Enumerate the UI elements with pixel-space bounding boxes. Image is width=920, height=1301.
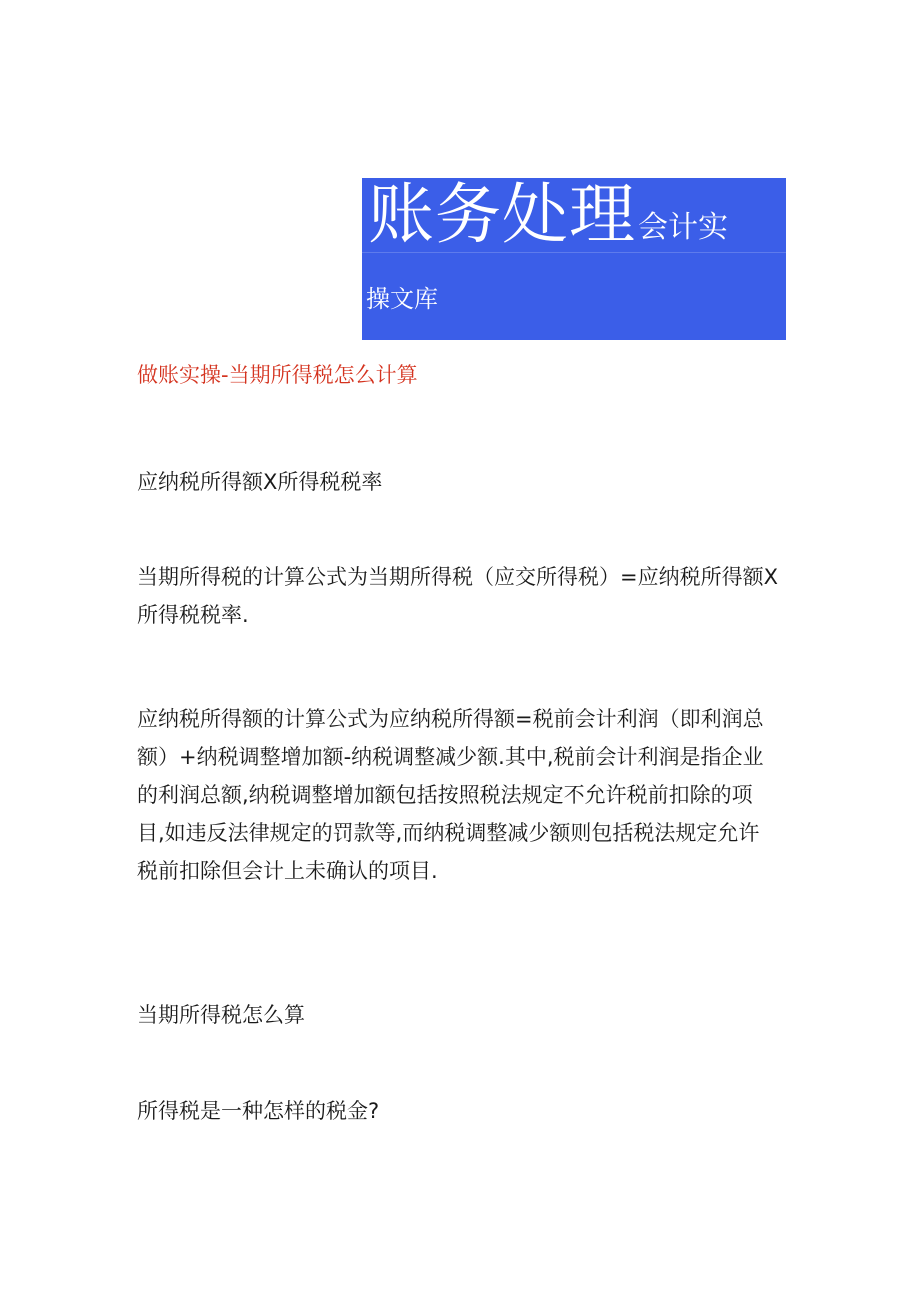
- paragraph-formula: [137, 463, 787, 501]
- banner-small-text: 会计实: [638, 210, 728, 245]
- section-heading-what-is-income-tax: [137, 1092, 787, 1130]
- text-line: 应纳税所得额的计算公式为应纳税所得额=税前会计利润（即利润总: [137, 707, 764, 731]
- text-line: 目,如违反法律规定的罚款等,而纳税调整减少额则包括税法规定允许: [137, 821, 760, 845]
- text-line: 当期所得税怎么算: [137, 1003, 305, 1027]
- banner-divider: [362, 252, 786, 253]
- document-title: 做账实操-当期所得税怎么计算: [137, 363, 418, 387]
- text-line: 所得税是一种怎样的税金?: [137, 1099, 380, 1123]
- text-line: 应纳税所得额X所得税税率: [137, 470, 383, 494]
- header-banner: [362, 178, 786, 340]
- text-line: 的利润总额,纳税调整增加额包括按照税法规定不允许税前扣除的项: [137, 783, 753, 807]
- banner-subtitle: 操文库: [366, 285, 438, 313]
- banner-big-text: 账务处理: [368, 178, 636, 253]
- banner-title-row: [368, 178, 728, 252]
- section-heading-how-to-calculate: [137, 996, 787, 1034]
- text-line: 税前扣除但会计上未确认的项目.: [137, 859, 438, 883]
- text-line: 当期所得税的计算公式为当期所得税（应交所得税）=应纳税所得额X: [137, 565, 778, 589]
- text-line: 额）+纳税调整增加额-纳税调整减少额.其中,税前会计利润是指企业: [137, 745, 764, 769]
- paragraph-taxable-income: [137, 700, 787, 890]
- paragraph-current-tax: [137, 558, 787, 634]
- text-line: 所得税税率.: [137, 603, 249, 627]
